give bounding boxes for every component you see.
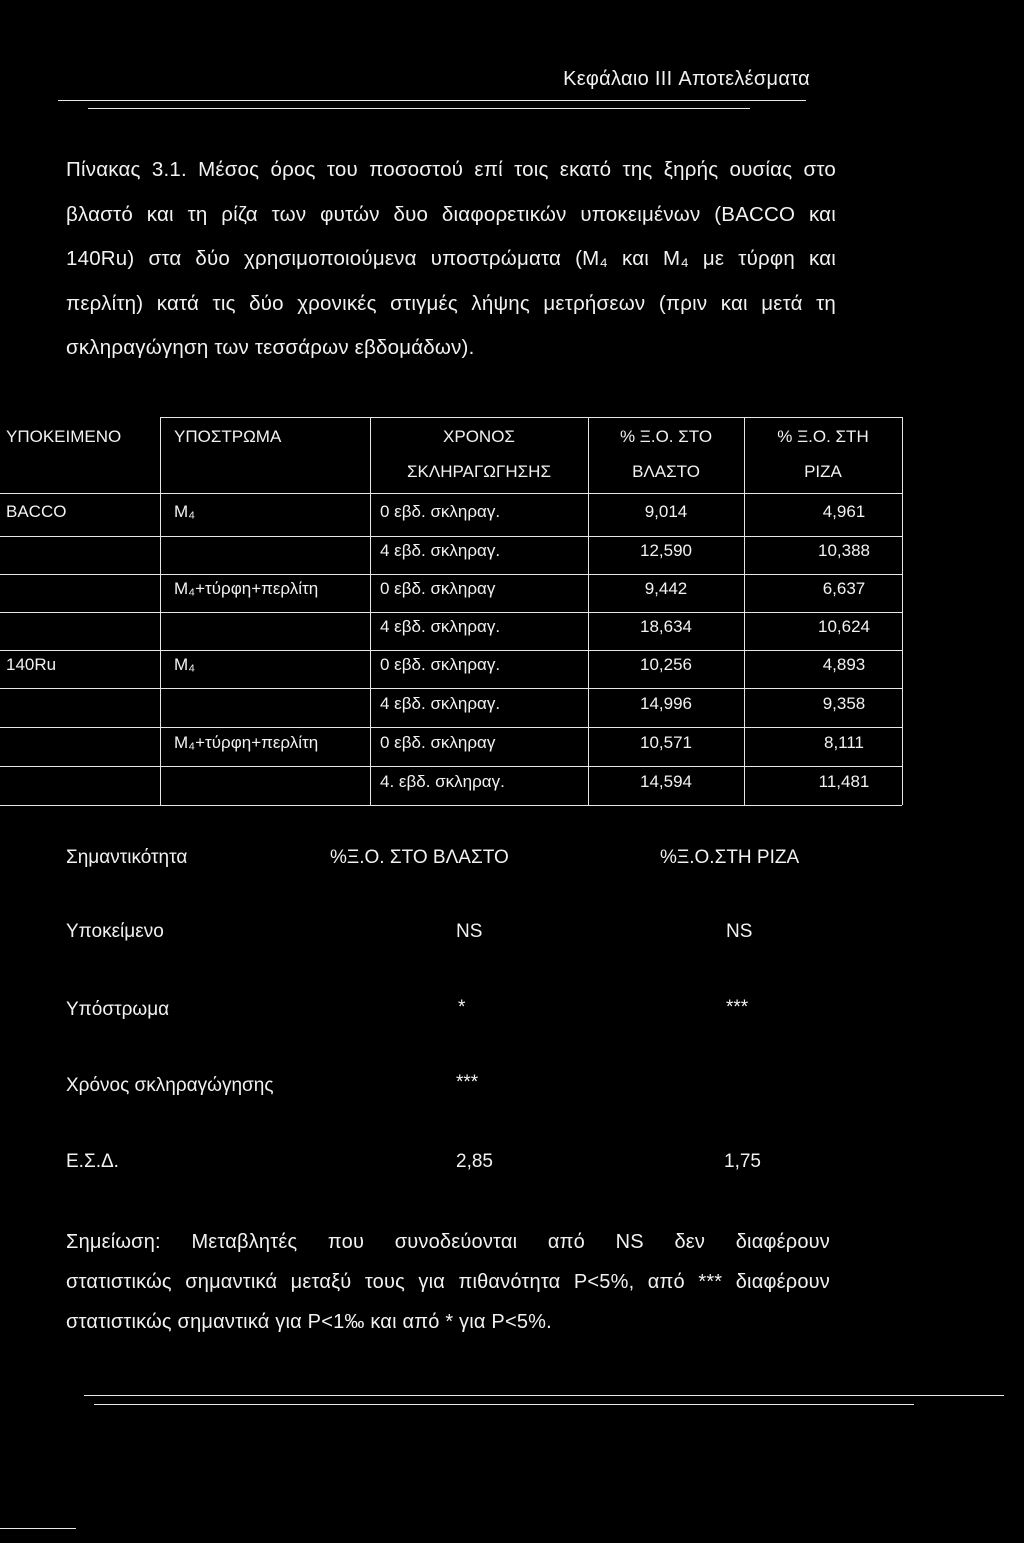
cell-shoot: 9,442 <box>644 579 688 598</box>
caption-line: περλίτη) κατά τις δύο χρονικές στιγμές λήψης μετρήσεων (πριν και μετά τη <box>66 291 836 315</box>
stats-row-root: *** <box>726 997 749 1018</box>
cell-root: 6,637 <box>822 579 866 598</box>
cell-time: 0 εβδ. σκληραγ <box>380 733 496 752</box>
note-line: στατιστικώς σημαντικά για P<1‰ και από * για P<5%. <box>66 1311 552 1333</box>
header-shoot: ΒΛΑΣΤΟ <box>632 462 700 481</box>
significance-shoot-header: %Ξ.Ο. ΣΤΟ ΒΛΑΣΤΟ <box>330 847 509 868</box>
header-time: ΣΚΛΗΡΑΓΩΓΗΣΗΣ <box>407 462 551 481</box>
cell-shoot: 9,014 <box>644 502 688 521</box>
stats-row-shoot: NS <box>456 921 483 942</box>
stats-row-label: Χρόνος σκληραγώγησης <box>66 1075 274 1096</box>
cell-shoot: 10,256 <box>640 655 692 674</box>
cell-substrate: M₄ <box>174 502 196 521</box>
cell-substrate: M₄+τύρφη+περλίτη <box>174 733 319 752</box>
cell-time: 4 εβδ. σκληραγ. <box>380 694 501 713</box>
header-root: % Ξ.Ο. ΣΤΗ <box>777 427 869 446</box>
cell-root: 8,111 <box>823 733 865 752</box>
chapter-header: Κεφάλαιο III Αποτελέσματα <box>563 68 810 90</box>
stats-row-shoot: * <box>458 997 466 1018</box>
cell-shoot: 10,571 <box>640 733 692 752</box>
caption-line: 140Ru) στα δύο χρησιμοποιούμενα υποστρώματα (M₄ και M₄ με τύρφη και <box>66 247 836 270</box>
caption-line: βλαστό και τη ρίζα των φυτών δυο διαφορετικών υποκειμένων (BACCO και <box>66 202 836 226</box>
stats-row-label: Υπόστρωμα <box>66 999 170 1020</box>
corner-mark <box>0 1528 76 1529</box>
header-rootstock: ΥΠΟΚΕΙΜΕΝΟ <box>6 427 122 446</box>
table-header-line <box>0 493 902 494</box>
caption-line: Πίνακας 3.1. Μέσος όρος του ποσοστού επί τοις εκατό της ξηρής ουσίας στο <box>66 158 836 181</box>
row-line <box>0 612 902 613</box>
cell-time: 4 εβδ. σκληραγ. <box>380 541 501 560</box>
header-root: ΡΙΖΑ <box>804 462 842 481</box>
cell-root: 4,893 <box>822 655 866 674</box>
stats-row-label: Ε.Σ.Δ. <box>66 1151 119 1172</box>
cell-rootstock: 140Ru <box>6 655 57 674</box>
cell-substrate: M₄ <box>174 655 196 674</box>
cell-time: 4 εβδ. σκληραγ. <box>380 617 501 636</box>
header-shoot: % Ξ.Ο. ΣΤΟ <box>619 427 713 446</box>
cell-rootstock: BACCO <box>6 502 67 521</box>
note-line: στατιστικώς σημαντικά μεταξύ τους για πιθανότητα P<5%, από *** διαφέρουν <box>66 1271 830 1293</box>
cell-time: 0 εβδ. σκληραγ <box>380 579 496 598</box>
column-divider <box>160 417 161 805</box>
table-bottom-line <box>0 805 902 806</box>
row-line <box>0 727 902 728</box>
row-line <box>0 536 902 537</box>
stats-row-root: 1,75 <box>724 1151 761 1172</box>
note-line: Σημείωση: Μεταβλητές που συνοδεύονται από NS δεν διαφέρουν <box>66 1231 830 1253</box>
row-line <box>0 574 902 575</box>
caption-line: σκληραγώγηση των τεσσάρων εβδομάδων). <box>66 336 475 359</box>
stats-row-shoot: *** <box>456 1072 479 1093</box>
footer-rule-top <box>84 1395 1004 1396</box>
header-time: ΧΡΟΝΟΣ <box>443 427 515 446</box>
footnote <box>66 1222 830 1342</box>
cell-shoot: 14,594 <box>640 772 692 791</box>
cell-substrate: M₄+τύρφη+περλίτη <box>174 579 319 598</box>
stats-row-shoot: 2,85 <box>456 1151 493 1172</box>
significance-label: Σημαντικότητα <box>66 847 188 868</box>
cell-time: 4. εβδ. σκληραγ. <box>380 772 505 791</box>
header-substrate: ΥΠΟΣΤΡΩΜΑ <box>174 427 282 446</box>
cell-root: 11,481 <box>818 772 870 791</box>
stats-row-root: NS <box>726 921 753 942</box>
cell-root: 9,358 <box>822 694 866 713</box>
table-top-line <box>160 417 902 418</box>
footer-rule-bottom <box>94 1404 914 1405</box>
stats-row-label: Υποκείμενο <box>66 921 164 942</box>
cell-shoot: 12,590 <box>640 541 692 560</box>
cell-shoot: 14,996 <box>640 694 692 713</box>
cell-time: 0 εβδ. σκληραγ. <box>380 502 501 521</box>
cell-root: 10,624 <box>818 617 870 636</box>
row-line <box>0 766 902 767</box>
significance-root-header: %Ξ.Ο.ΣΤΗ ΡΙΖΑ <box>660 847 800 868</box>
row-line <box>0 688 902 689</box>
cell-root: 10,388 <box>818 541 870 560</box>
cell-time: 0 εβδ. σκληραγ. <box>380 655 501 674</box>
cell-root: 4,961 <box>822 502 866 521</box>
row-line <box>0 650 902 651</box>
cell-shoot: 18,634 <box>640 617 692 636</box>
